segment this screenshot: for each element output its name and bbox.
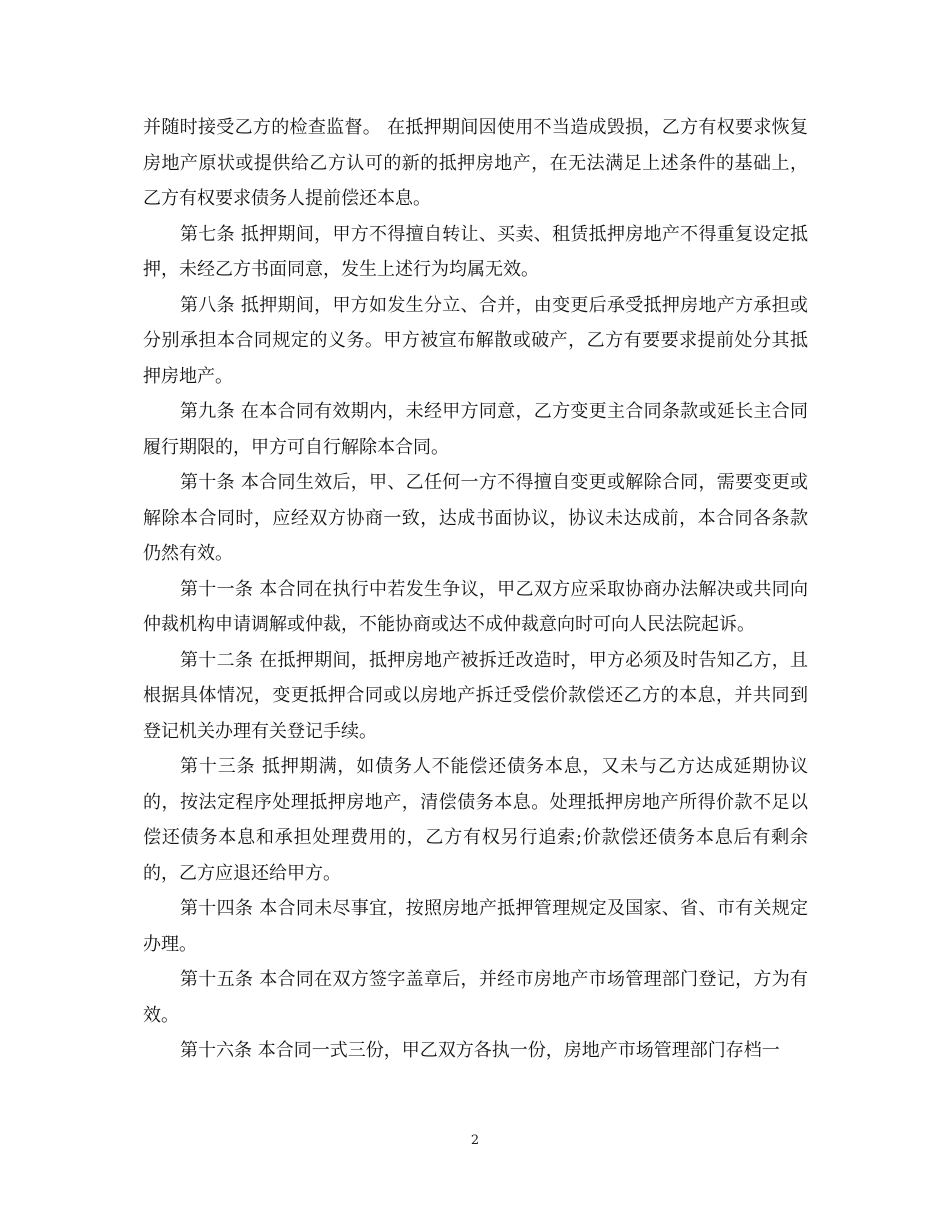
paragraph-article-11: 第十一条 本合同在执行中若发生争议，甲乙双方应采取协商办法解决或共同向仲裁机构申请调解或仲裁，不能协商或达不成仲裁意向时可向人民法院起诉。 [143, 578, 808, 635]
paragraph-article-8: 第八条 抵押期间，甲方如发生分立、合并，由变更后承受抵押房地产方承担或分别承担本合同规定的义务。甲方被宣布解散或破产，乙方有要要求提前处分其抵押房地产。 [143, 294, 808, 387]
paragraph-article-15: 第十五条 本合同在双方签字盖章后，并经市房地产市场管理部门登记，方为有效。 [143, 969, 808, 1026]
paragraph-article-14: 第十四条 本合同未尽事宜，按照房地产抵押管理规定及国家、省、市有关规定办理。 [143, 898, 808, 955]
paragraph-article-9: 第九条 在本合同有效期内，未经甲方同意，乙方变更主合同条款或延长主合同履行期限的，甲方可自行解除本合同。 [143, 401, 808, 458]
paragraph-article-16: 第十六条 本合同一式三份，甲乙双方各执一份，房地产市场管理部门存档一 [180, 1040, 780, 1061]
paragraph-article-13: 第十三条 抵押期满，如债务人不能偿还债务本息，又未与乙方达成延期协议的，按法定程序处理抵押房地产，清偿债务本息。处理抵押房地产所得价款不足以偿还债务本息和承担处理费用的，乙方有权另行追索;价款偿还债务本息后有剩余的，乙方应退还给甲方。 [143, 756, 808, 884]
paragraph-article-12: 第十二条 在抵押期间，抵押房地产被拆迁改造时，甲方必须及时告知乙方，且根据具体情况，变更抵押合同或以房地产拆迁受偿价款偿还乙方的本息，并共同到登记机关办理有关登记手续。 [143, 649, 808, 742]
page-number: 2 [470, 1133, 480, 1148]
paragraph-article-7: 第七条 抵押期间，甲方不得擅自转让、买卖、租赁抵押房地产不得重复设定抵押，未经乙方书面同意，发生上述行为均属无效。 [143, 223, 808, 280]
paragraph-continuation: 并随时接受乙方的检查监督。 在抵押期间因使用不当造成毁损，乙方有权要求恢复房地产原状或提供给乙方认可的新的抵押房地产，在无法满足上述条件的基础上，乙方有权要求债务人提前偿还本息。 [143, 117, 808, 209]
paragraph-article-10: 第十条 本合同生效后，甲、乙任何一方不得擅自变更或解除合同，需要变更或解除本合同时，应经双方协商一致，达成书面协议，协议未达成前，本合同各条款仍然有效。 [143, 472, 808, 564]
document-body [143, 110, 808, 1069]
